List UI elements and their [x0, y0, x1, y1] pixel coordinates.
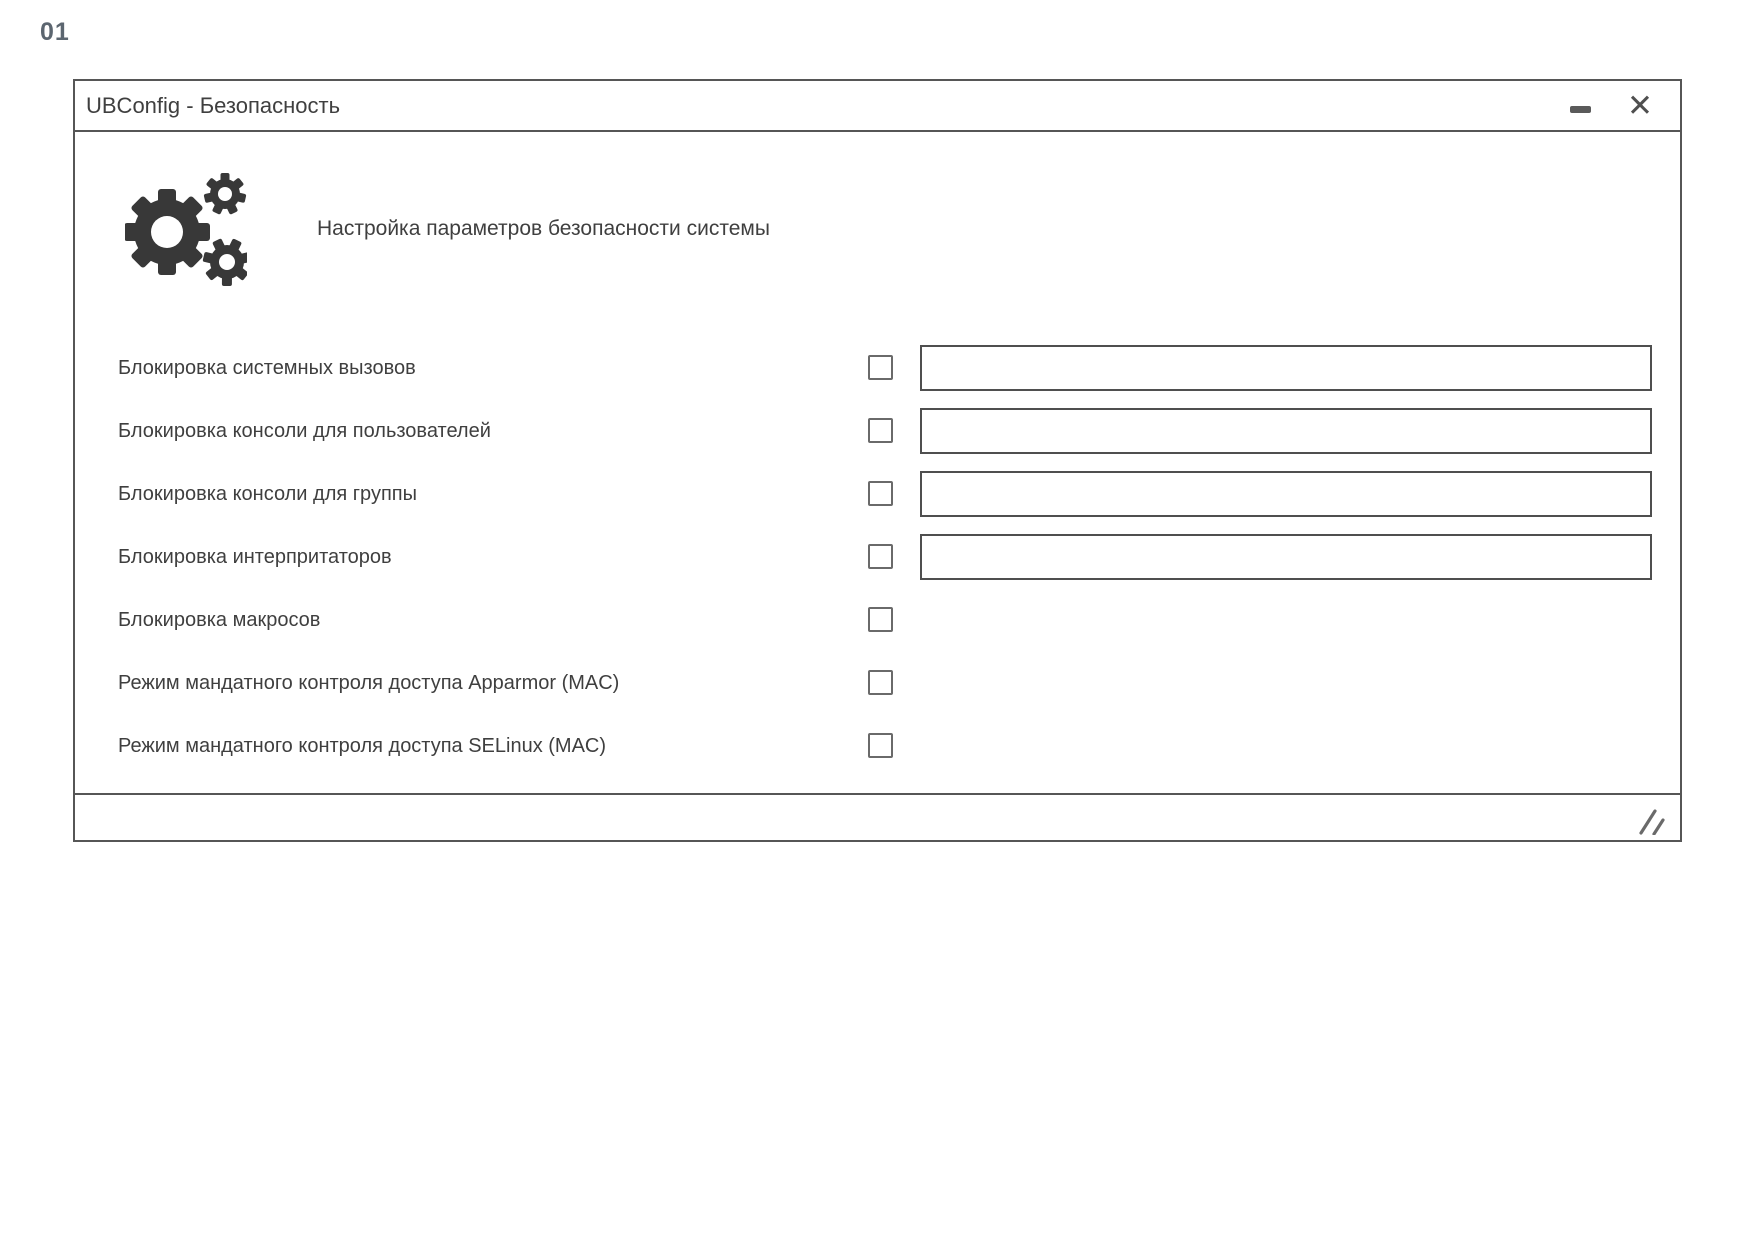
- gears-icon: [125, 166, 247, 291]
- minimize-icon: [1570, 106, 1591, 113]
- interpreters-lock-checkbox[interactable]: [868, 544, 893, 569]
- header-block: [125, 166, 1680, 291]
- row-label: Блокировка интерпритаторов: [118, 546, 392, 568]
- window-statusbar: [75, 793, 1680, 840]
- window-title: UBConfig - Безопасность: [86, 92, 341, 118]
- minimize-button[interactable]: [1568, 94, 1592, 118]
- row-label: Режим мандатного контроля доступа SELinux (MAC): [118, 735, 607, 757]
- ubconfig-security-window: [73, 79, 1682, 842]
- console-users-lock-input[interactable]: [920, 408, 1652, 454]
- form-row-syscall-lock: [75, 345, 1680, 391]
- window-subtitle: Настройка параметров безопасности системы: [317, 216, 770, 240]
- macros-lock-checkbox[interactable]: [868, 607, 893, 632]
- console-group-lock-input[interactable]: [920, 471, 1652, 517]
- row-label: Блокировка консоли для пользователей: [118, 420, 491, 442]
- row-label: Блокировка системных вызовов: [118, 357, 416, 379]
- page-number-label: 01: [40, 18, 70, 46]
- apparmor-mac-checkbox[interactable]: [868, 670, 893, 695]
- window-titlebar: [75, 81, 1680, 132]
- syscall-lock-input[interactable]: [920, 345, 1652, 391]
- security-settings-form: [75, 345, 1680, 769]
- row-label: Блокировка консоли для группы: [118, 483, 417, 505]
- form-row-console-group-lock: [75, 471, 1680, 517]
- window-content: [75, 132, 1680, 791]
- console-group-lock-checkbox[interactable]: [868, 481, 893, 506]
- close-button[interactable]: [1626, 87, 1654, 123]
- form-row-macros-lock: [75, 597, 1680, 643]
- close-icon: ✕: [1627, 87, 1653, 123]
- resize-grip-icon[interactable]: [1638, 809, 1672, 835]
- interpreters-lock-input[interactable]: [920, 534, 1652, 580]
- console-users-lock-checkbox[interactable]: [868, 418, 893, 443]
- form-row-apparmor-mac: [75, 660, 1680, 706]
- form-row-interpreters-lock: [75, 534, 1680, 580]
- form-row-selinux-mac: [75, 723, 1680, 769]
- selinux-mac-checkbox[interactable]: [868, 733, 893, 758]
- row-label: Блокировка макросов: [118, 609, 321, 631]
- form-row-console-users-lock: [75, 408, 1680, 454]
- row-label: Режим мандатного контроля доступа Apparmor (MAC): [118, 672, 620, 694]
- syscall-lock-checkbox[interactable]: [868, 355, 893, 380]
